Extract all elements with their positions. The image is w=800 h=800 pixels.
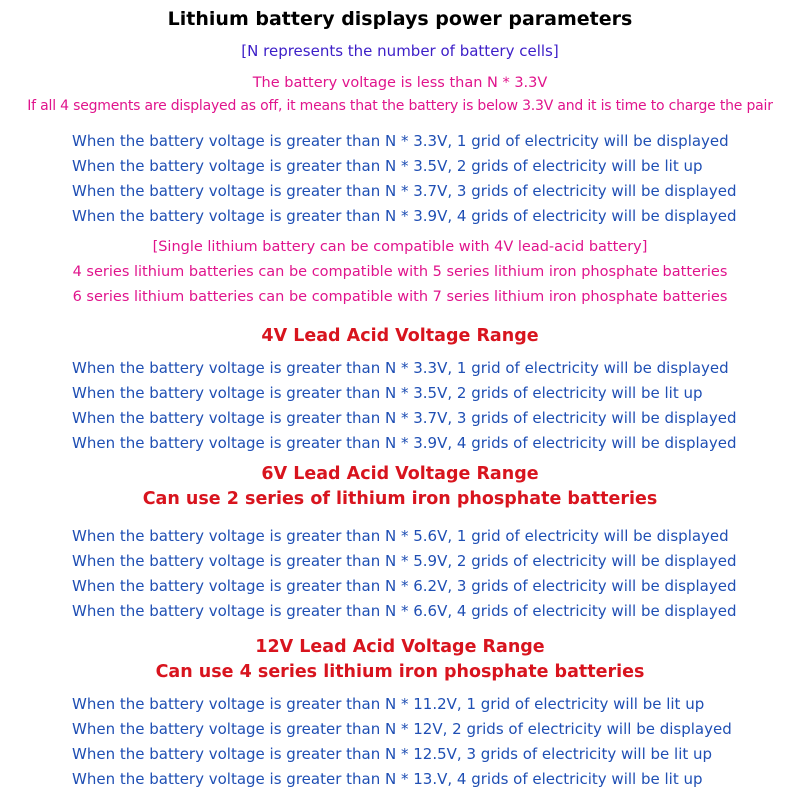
lead12-heading: 12V Lead Acid Voltage Range <box>255 637 545 657</box>
lithium-row-4: When the battery voltage is greater than N * 3.9V, 4 grids of electricity will be displayed <box>72 207 737 225</box>
lead12-subheading: Can use 4 series lithium iron phosphate batteries <box>155 662 645 682</box>
lead4-row-3: When the battery voltage is greater than N * 3.7V, 3 grids of electricity will be displayed <box>72 409 737 427</box>
lithium-row-3: When the battery voltage is greater than N * 3.7V, 3 grids of electricity will be displayed <box>72 182 737 200</box>
lead4-row-1: When the battery voltage is greater than N * 3.3V, 1 grid of electricity will be displayed <box>72 359 729 377</box>
cells-note: [N represents the number of battery cells] <box>241 42 559 60</box>
lead4-row-2: When the battery voltage is greater than N * 3.5V, 2 grids of electricity will be lit up <box>72 384 703 402</box>
lead6-heading: 6V Lead Acid Voltage Range <box>261 464 539 484</box>
lead12-row-3: When the battery voltage is greater than N * 12.5V, 3 grids of electricity will be lit up <box>72 745 713 763</box>
lead4-row-4: When the battery voltage is greater than N * 3.9V, 4 grids of electricity will be displayed <box>72 434 737 452</box>
lead6-row-1: When the battery voltage is greater than N * 5.6V, 1 grid of electricity will be displayed <box>72 527 729 545</box>
lead12-row-4: When the battery voltage is greater than N * 13.V, 4 grids of electricity will be lit up <box>72 770 703 788</box>
page-title: Lithium battery displays power parameters <box>167 8 633 30</box>
low-voltage-line: The battery voltage is less than N * 3.3V <box>252 75 548 91</box>
lead6-row-3: When the battery voltage is greater than N * 6.2V, 3 grids of electricity will be displayed <box>72 577 737 595</box>
lead6-row-4: When the battery voltage is greater than N * 6.6V, 4 grids of electricity will be displayed <box>72 602 737 620</box>
lithium-row-2: When the battery voltage is greater than N * 3.5V, 2 grids of electricity will be lit up <box>72 157 703 175</box>
lead12-row-2: When the battery voltage is greater than N * 12V, 2 grids of electricity will be displayed <box>72 720 732 738</box>
compat-heading: [Single lithium battery can be compatible with 4V lead-acid battery] <box>152 239 648 255</box>
compat-line-1: 4 series lithium batteries can be compatible with 5 series lithium iron phosphate batteries <box>72 264 728 280</box>
lithium-row-1: When the battery voltage is greater than N * 3.3V, 1 grid of electricity will be displayed <box>72 132 729 150</box>
compat-line-2: 6 series lithium batteries can be compatible with 7 series lithium iron phosphate batteries <box>72 289 728 305</box>
lead4-heading: 4V Lead Acid Voltage Range <box>261 326 539 346</box>
charge-warning-line: If all 4 segments are displayed as off, it means that the battery is below 3.3V and it is time to charge the pair <box>27 98 773 114</box>
lead6-subheading: Can use 2 series of lithium iron phosphate batteries <box>142 489 658 509</box>
lead12-row-1: When the battery voltage is greater than N * 11.2V, 1 grid of electricity will be lit up <box>72 695 705 713</box>
lead6-row-2: When the battery voltage is greater than N * 5.9V, 2 grids of electricity will be displayed <box>72 552 737 570</box>
